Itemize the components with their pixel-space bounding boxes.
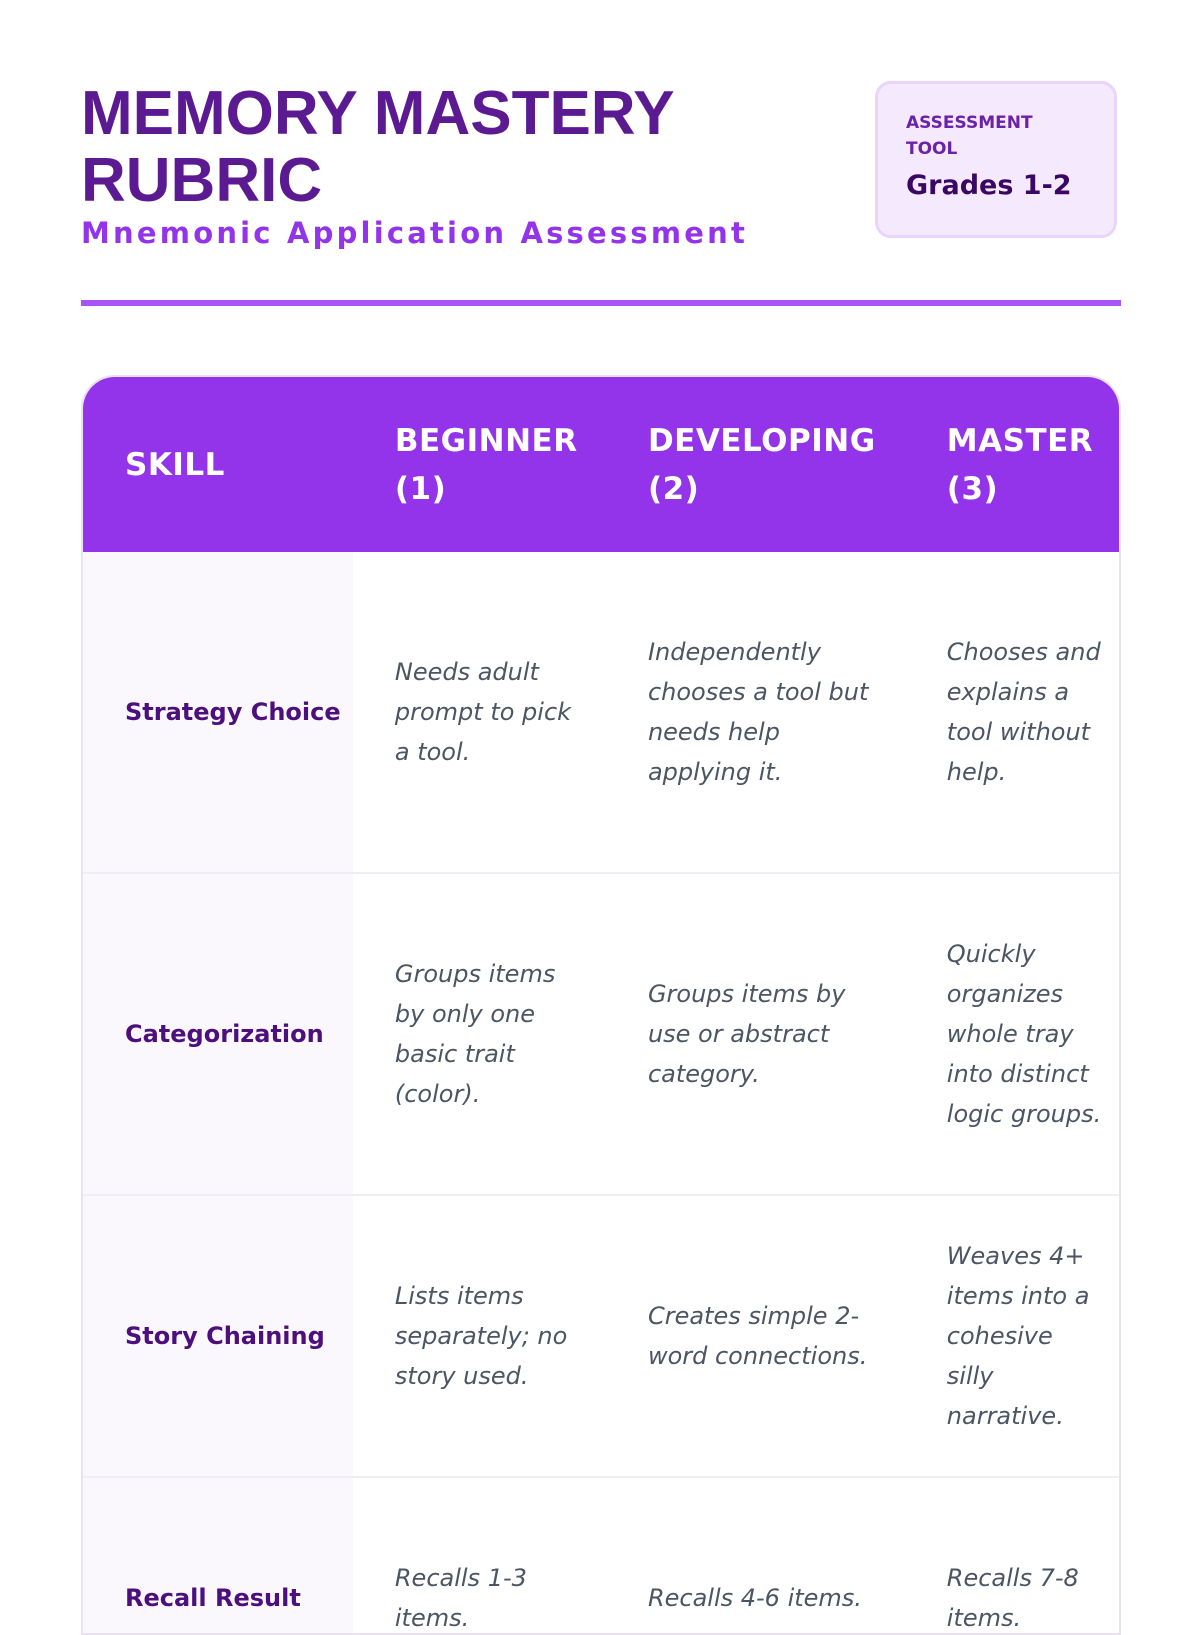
beginner-cell: Needs adult prompt to pick a tool. [394, 658, 572, 766]
skill-cell: Recall Result [83, 1478, 353, 1635]
assessment-badge [875, 81, 1117, 238]
master-cell: Weaves 4+ items into a cohesive silly narrative. [946, 1242, 1090, 1430]
table-row [83, 1196, 1119, 1478]
master-cell: Chooses and explains a tool without help. [946, 638, 1101, 786]
badge-label: ASSESSMENT TOOL [906, 113, 1033, 159]
table-row [83, 1478, 1119, 1635]
badge-grades: Grades 1-2 [906, 170, 1072, 201]
rubric-table [81, 375, 1121, 1635]
header-beginner: BEGINNER (1) [394, 422, 578, 507]
beginner-cell: Recalls 1-3 items. [394, 1564, 527, 1632]
skill-cell: Strategy Choice [83, 552, 353, 872]
page-title: MEMORY MASTERY RUBRIC [81, 79, 674, 215]
skill-cell: Story Chaining [83, 1196, 353, 1476]
skill-cell: Categorization [83, 874, 353, 1194]
master-cell: Quickly organizes whole tray into distinct logic groups. [946, 940, 1102, 1128]
developing-cell: Creates simple 2-word connections. [647, 1302, 868, 1370]
developing-cell: Groups items by use or abstract category. [647, 980, 846, 1088]
table-row [83, 874, 1119, 1196]
header-master: MASTER (3) [946, 422, 1094, 507]
header-skill: SKILL [125, 446, 225, 483]
table-header [83, 377, 1119, 552]
master-cell: Recalls 7-8 items. [946, 1564, 1079, 1632]
page-subtitle: Mnemonic Application Assessment [81, 216, 749, 250]
header-developing: DEVELOPING (2) [647, 422, 876, 507]
developing-cell: Recalls 4-6 items. [647, 1584, 862, 1612]
header-divider [81, 300, 1121, 306]
table-row [83, 552, 1119, 874]
beginner-cell: Lists items separately; no story used. [394, 1282, 568, 1390]
beginner-cell: Groups items by only one basic trait (color). [394, 960, 556, 1108]
developing-cell: Independently chooses a tool but needs help applying it. [647, 638, 869, 786]
